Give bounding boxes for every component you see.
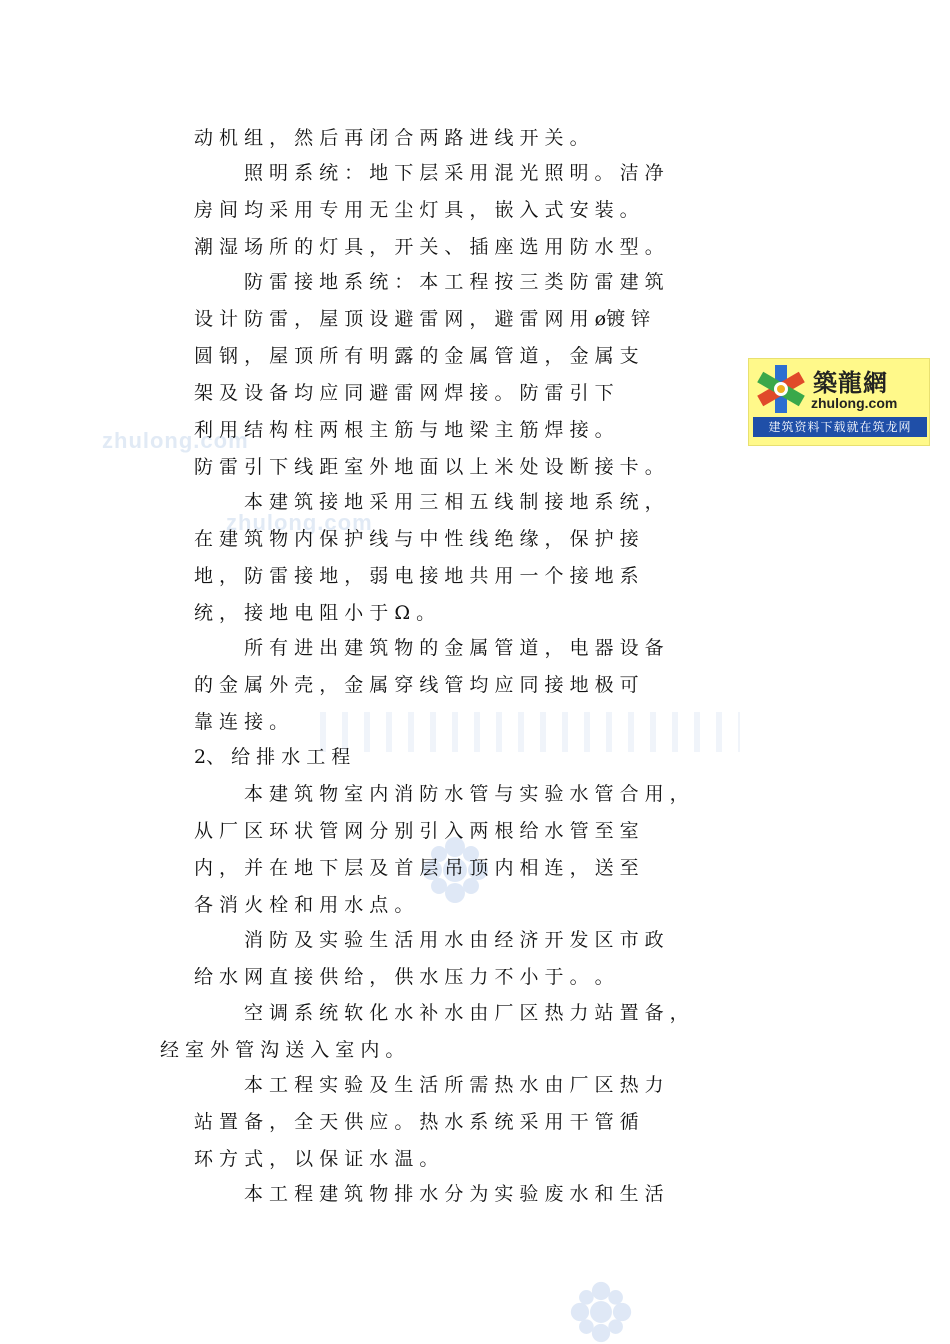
text-line: 的 金 属 外 壳 ， 金 属 穿 线 管 均 应 同 接 地 极 可 (194, 674, 639, 696)
text-line: 设 计 防 雷 ， 屋 顶 设 避 雷 网 ， 避 雷 网 用 ø镀 锌 (194, 308, 651, 330)
watermark-band (320, 712, 740, 752)
watermark-text: zhulong.com (102, 428, 249, 453)
text-line: 环 方 式 ， 以 保 证 水 温 。 (194, 1148, 439, 1170)
text-line: 本 建 筑 物 室 内 消 防 水 管 与 实 验 水 管 合 用 ， (244, 783, 689, 805)
text-line: 给 水 网 直 接 供 给 ， 供 水 压 力 不 小 于 。 。 (194, 966, 614, 988)
text-line: 从 厂 区 环 状 管 网 分 别 引 入 两 根 给 水 管 至 室 (194, 820, 639, 842)
snowflake-watermark-icon (568, 1280, 634, 1344)
text-line: 本 工 程 建 筑 物 排 水 分 为 实 验 废 水 和 生 活 (244, 1183, 664, 1205)
text-line: 空 调 系 统 软 化 水 补 水 由 厂 区 热 力 站 置 备 ， (244, 1002, 689, 1024)
text-line: 统 ， 接 地 电 阻 小 于 Ω 。 (194, 602, 436, 624)
text-line: 地 ， 防 雷 接 地 ， 弱 电 接 地 共 用 一 个 接 地 系 (194, 565, 639, 587)
zhulong-logo (748, 358, 930, 446)
text-line: 本 工 程 实 验 及 生 活 所 需 热 水 由 厂 区 热 力 (244, 1074, 664, 1096)
text-line: 靠 连 接 。 (194, 711, 289, 733)
text-line: 利 用 结 构 柱 两 根 主 筋 与 地 梁 主 筋 焊 接 。 (194, 419, 614, 441)
text-line: 本 建 筑 接 地 采 用 三 相 五 线 制 接 地 系 统 ， (244, 491, 664, 513)
logo-name: 築龍網 (813, 368, 888, 397)
text-line: 照 明 系 统 ： 地 下 层 采 用 混 光 照 明 。 洁 净 (244, 162, 664, 184)
text-line: 内 ， 并 在 地 下 层 及 首 层 吊 顶 内 相 连 ， 送 至 (194, 857, 639, 879)
text-line: 动 机 组 ， 然 后 再 闭 合 两 路 进 线 开 关 。 (194, 127, 589, 149)
watermark-text: zhulong.com (226, 510, 373, 535)
logo-url: zhulong.com (811, 395, 898, 411)
text-line: 站 置 备 ， 全 天 供 应 。 热 水 系 统 采 用 干 管 循 (194, 1111, 639, 1133)
section-heading: 2、 给 排 水 工 程 (194, 746, 351, 768)
text-line: 防 雷 接 地 系 统 ： 本 工 程 按 三 类 防 雷 建 筑 (244, 271, 664, 293)
text-line: 经 室 外 管 沟 送 入 室 内 。 (160, 1039, 405, 1061)
text-line: 圆 钢 ， 屋 顶 所 有 明 露 的 金 属 管 道 ， 金 属 支 (194, 345, 639, 367)
text-line: 架 及 设 备 均 应 同 避 雷 网 焊 接 。 防 雷 引 下 (194, 382, 614, 404)
logo-slogan: 建筑资料下载就在筑龙网 (753, 417, 927, 437)
text-line: 潮 湿 场 所 的 灯 具 ， 开 关 、 插 座 选 用 防 水 型 。 (194, 236, 664, 258)
text-line: 在 建 筑 物 内 保 护 线 与 中 性 线 绝 缘 ， 保 护 接 (194, 528, 639, 550)
snowflake-logo-icon (753, 363, 809, 415)
text-line: 房 间 均 采 用 专 用 无 尘 灯 具 ， 嵌 入 式 安 装 。 (194, 199, 639, 221)
text-line: 消 防 及 实 验 生 活 用 水 由 经 济 开 发 区 市 政 (244, 929, 664, 951)
text-line: 防 雷 引 下 线 距 室 外 地 面 以 上 米 处 设 断 接 卡 。 (194, 456, 664, 478)
text-line: 所 有 进 出 建 筑 物 的 金 属 管 道 ， 电 器 设 备 (244, 637, 664, 659)
text-line: 各 消 火 栓 和 用 水 点 。 (194, 894, 414, 916)
